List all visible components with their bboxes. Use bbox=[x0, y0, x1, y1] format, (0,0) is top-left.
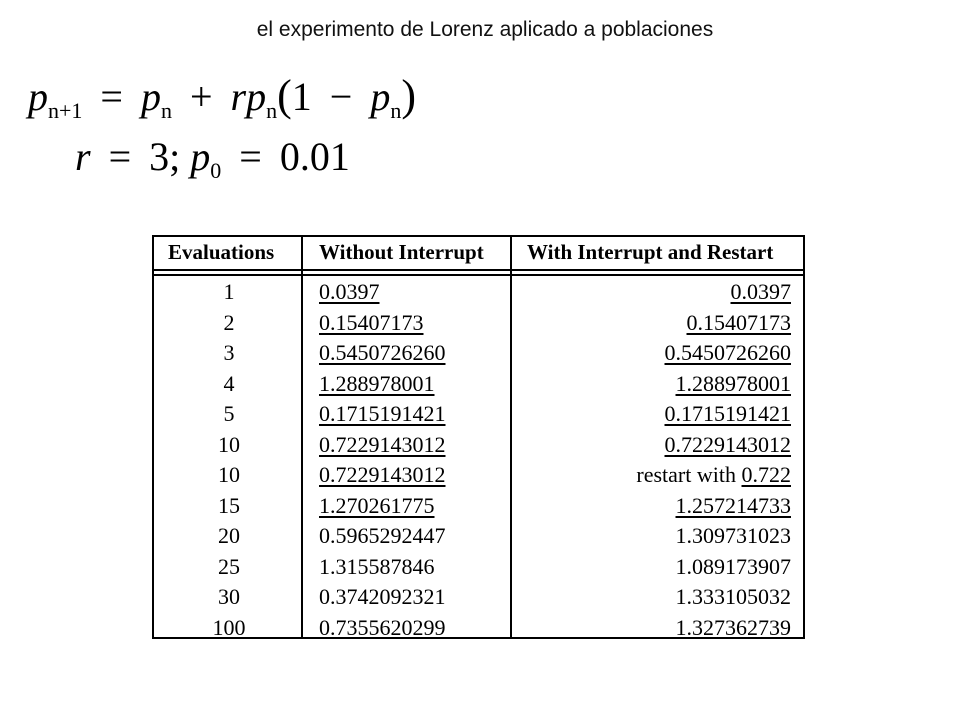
cell-without-interrupt bbox=[319, 523, 446, 549]
cell-with-digits: .257214733 bbox=[686, 492, 791, 518]
cell-with-digits: .5450726260 bbox=[675, 340, 791, 365]
cell-evaluations: 20 bbox=[218, 523, 240, 548]
cell-without-leading-digit: 0 bbox=[319, 309, 330, 335]
cell-with-leading-digit: 0 bbox=[664, 340, 676, 365]
table-row bbox=[154, 279, 803, 309]
cell-without-digits: 1.315587846 bbox=[319, 553, 435, 579]
param-p0-value: 0.01 bbox=[279, 134, 350, 179]
cell-evaluations: 2 bbox=[223, 309, 235, 335]
header-evaluations: Evaluations bbox=[168, 240, 275, 264]
cell-without-leading-digit: 0 bbox=[319, 462, 330, 487]
cell-without-interrupt bbox=[319, 584, 446, 610]
table-row bbox=[154, 523, 803, 553]
cell-without-interrupt bbox=[319, 554, 435, 580]
cell-with-interrupt bbox=[687, 310, 792, 336]
cell-with-interrupt bbox=[665, 401, 792, 427]
table-row bbox=[154, 432, 803, 462]
cell-without-interrupt bbox=[319, 615, 446, 641]
cell-without-digits: .15407173 bbox=[330, 309, 424, 335]
cell-with-digits: .7229143012 bbox=[675, 431, 791, 457]
table-row bbox=[154, 401, 803, 431]
eq-one: 1 bbox=[291, 74, 312, 119]
cell-without-leading-digit: 0 bbox=[319, 431, 330, 457]
cell-without-interrupt bbox=[319, 340, 446, 366]
table-row bbox=[154, 584, 803, 614]
cell-without-interrupt bbox=[319, 432, 446, 458]
cell-without-digits: .270261775 bbox=[330, 492, 435, 518]
cell-without-digits: .288978001 bbox=[330, 370, 435, 396]
cell-without-digits: 0.7355620299 bbox=[319, 614, 446, 640]
cell-with-digits: 1.327362739 bbox=[675, 614, 791, 640]
cell-without-leading-digit: 1 bbox=[319, 492, 330, 518]
cell-with-prefix: restart with bbox=[636, 462, 742, 487]
table-row bbox=[154, 340, 803, 370]
cell-evaluations: 100 bbox=[212, 614, 246, 640]
header-rule-top bbox=[154, 269, 803, 271]
cell-with-interrupt bbox=[665, 432, 792, 458]
cell-with-leading-digit: 1 bbox=[675, 370, 687, 396]
cell-without-digits: .7229143012 bbox=[330, 431, 446, 457]
cell-without-digits: 0.5965292447 bbox=[319, 523, 446, 548]
cell-with-interrupt bbox=[676, 371, 792, 397]
param-r-value: 3; bbox=[149, 134, 181, 179]
cell-with-interrupt bbox=[676, 554, 792, 580]
cell-evaluations: 10 bbox=[218, 431, 240, 457]
cell-with-digits: 1.309731023 bbox=[675, 523, 791, 548]
eq-equals: = bbox=[100, 74, 123, 119]
eq-plus: + bbox=[189, 74, 213, 119]
results-table bbox=[152, 235, 805, 639]
cell-without-leading-digit: 0 bbox=[319, 340, 330, 365]
cell-with-digits: .288978001 bbox=[686, 370, 791, 396]
param-p0-sub: 0 bbox=[210, 158, 222, 183]
cell-without-interrupt bbox=[319, 401, 446, 427]
eq-open-paren: ( bbox=[277, 71, 292, 120]
param-p0-equals: = bbox=[239, 134, 262, 179]
table-row bbox=[154, 462, 803, 492]
eq-term3: p bbox=[370, 74, 391, 119]
cell-evaluations: 30 bbox=[218, 584, 240, 609]
cell-evaluations: 15 bbox=[218, 492, 240, 518]
eq-term1: p bbox=[140, 74, 161, 119]
eq-term1-sub: n bbox=[160, 98, 172, 123]
header-rule-bottom bbox=[154, 274, 803, 276]
header-without-interrupt: Without Interrupt bbox=[319, 240, 484, 264]
cell-with-leading-digit: 0 bbox=[686, 309, 698, 335]
eq-term2-sub: n bbox=[266, 98, 278, 123]
eq-term2: rp bbox=[230, 74, 267, 119]
eq-close-paren: ) bbox=[401, 71, 416, 120]
param-r-equals: = bbox=[108, 134, 132, 179]
cell-with-interrupt bbox=[676, 493, 792, 519]
cell-with-leading-digit: 0 bbox=[664, 431, 676, 457]
cell-without-digits: .7229143012 bbox=[330, 462, 446, 487]
cell-with-interrupt bbox=[731, 279, 792, 305]
cell-with-digits: .1715191421 bbox=[675, 401, 791, 426]
eq-term3-sub: n bbox=[390, 98, 402, 123]
cell-without-digits: 0.3742092321 bbox=[319, 584, 446, 609]
cell-without-digits: .1715191421 bbox=[330, 401, 446, 426]
cell-with-digits: .0397 bbox=[741, 279, 791, 304]
header-with-interrupt: With Interrupt and Restart bbox=[527, 240, 774, 264]
eq-lhs-sub: n+1 bbox=[48, 98, 83, 123]
cell-with-interrupt bbox=[676, 584, 792, 610]
cell-without-leading-digit: 0 bbox=[319, 401, 330, 426]
cell-evaluations: 5 bbox=[223, 401, 235, 426]
cell-without-interrupt bbox=[319, 462, 446, 488]
cell-without-interrupt bbox=[319, 493, 435, 519]
table-row bbox=[154, 554, 803, 584]
cell-with-leading-digit: 1 bbox=[675, 492, 687, 518]
parameters-equation bbox=[75, 133, 350, 184]
cell-with-interrupt bbox=[636, 462, 791, 488]
cell-with-interrupt bbox=[676, 523, 792, 549]
cell-evaluations: 4 bbox=[223, 370, 235, 396]
slide-title: el experimento de Lorenz aplicado a poblaciones bbox=[256, 18, 714, 41]
cell-with-interrupt bbox=[665, 340, 792, 366]
eq-lhs: p bbox=[28, 74, 48, 119]
cell-without-digits: .5450726260 bbox=[330, 340, 446, 365]
cell-without-interrupt bbox=[319, 371, 435, 397]
table-row bbox=[154, 493, 803, 523]
cell-without-leading-digit: 0 bbox=[319, 279, 330, 304]
cell-with-digits: .15407173 bbox=[697, 309, 791, 335]
cell-without-leading-digit: 1 bbox=[319, 370, 330, 396]
logistic-map-equation bbox=[28, 70, 416, 124]
eq-minus: − bbox=[329, 74, 353, 119]
table-row bbox=[154, 615, 803, 645]
cell-evaluations: 3 bbox=[223, 340, 235, 365]
cell-with-leading-digit: 0 bbox=[741, 462, 753, 487]
cell-with-leading-digit: 0 bbox=[664, 401, 676, 426]
cell-without-interrupt bbox=[319, 310, 424, 336]
cell-with-interrupt bbox=[676, 615, 792, 641]
cell-with-leading-digit: 0 bbox=[730, 279, 742, 304]
cell-with-digits: .722 bbox=[752, 462, 791, 487]
cell-without-interrupt bbox=[319, 279, 380, 305]
table-row bbox=[154, 371, 803, 401]
cell-evaluations: 10 bbox=[218, 462, 240, 487]
param-p0: p bbox=[190, 134, 211, 179]
cell-evaluations: 1 bbox=[223, 279, 235, 304]
cell-with-digits: 1.333105032 bbox=[675, 584, 791, 609]
cell-with-digits: 1.089173907 bbox=[675, 553, 791, 579]
table-row bbox=[154, 310, 803, 340]
param-r: r bbox=[75, 134, 91, 179]
cell-evaluations: 25 bbox=[218, 553, 240, 579]
cell-without-digits: .0397 bbox=[330, 279, 380, 304]
